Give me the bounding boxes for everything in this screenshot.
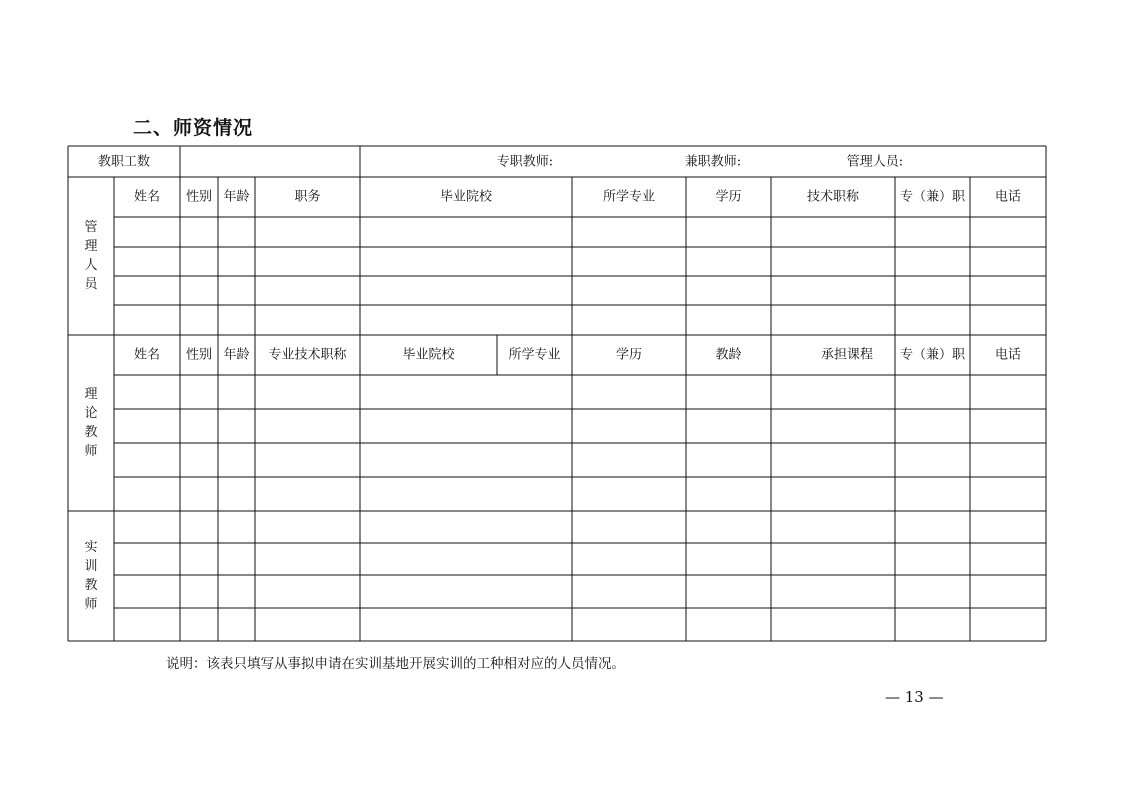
section-heading: 二、师资情况 [133,117,254,139]
admin-header-9: 专（兼）职 [899,189,966,205]
training-side-label-char-4: 师 [84,597,98,612]
theory-side-label-char-2: 论 [84,406,98,421]
theory-header-5: 毕业院校 [402,347,455,363]
theory-header-2: 性别 [185,347,213,363]
admin-header-6: 所学专业 [602,189,656,205]
admin-header-7: 学历 [715,189,742,205]
theory-header-9: 承担课程 [820,347,874,363]
admin-side-label-char-3: 人 [84,258,98,273]
training-side-label-char-1: 实 [84,540,98,555]
theory-header-6: 所学专业 [508,347,561,363]
theory-side-label-char-3: 教 [84,425,98,440]
admin-side-label-char-4: 员 [84,277,98,292]
theory-side-label-char-1: 理 [84,387,98,402]
training-side-label-char-3: 教 [84,578,98,593]
theory-header-1: 姓名 [133,347,161,363]
admin-side-label-char-1: 管 [84,220,98,235]
page-number: — 13 — [885,688,944,706]
staff-count-label: 教职工数 [97,154,151,170]
theory-header-7: 学历 [615,347,643,363]
fulltime-teachers-label: 专职教师: [496,154,554,170]
admin-header-1: 姓名 [133,189,161,205]
admin-header-10: 电话 [994,189,1022,205]
training-side-label-char-2: 训 [84,559,98,574]
admin-header-2: 性别 [185,189,213,205]
form-note: 说明：该表只填写从事拟申请在实训基地开展实训的工种相对应的人员情况。 [166,656,625,672]
theory-header-3: 年龄 [223,347,250,363]
admin-header-4: 职务 [294,189,321,205]
managers-label: 管理人员: [846,154,904,170]
theory-header-4: 专业技术职称 [268,347,347,363]
theory-header-8: 教龄 [715,347,742,363]
theory-side-label-char-4: 师 [84,444,98,459]
parttime-teachers-label: 兼职教师: [684,154,742,170]
admin-header-5: 毕业院校 [439,189,493,205]
theory-header-10: 专（兼）职 [899,347,966,363]
admin-header-3: 年龄 [223,189,250,205]
admin-header-8: 技术职称 [806,189,860,205]
admin-side-label-char-2: 理 [84,239,98,254]
theory-header-11: 电话 [994,347,1022,363]
